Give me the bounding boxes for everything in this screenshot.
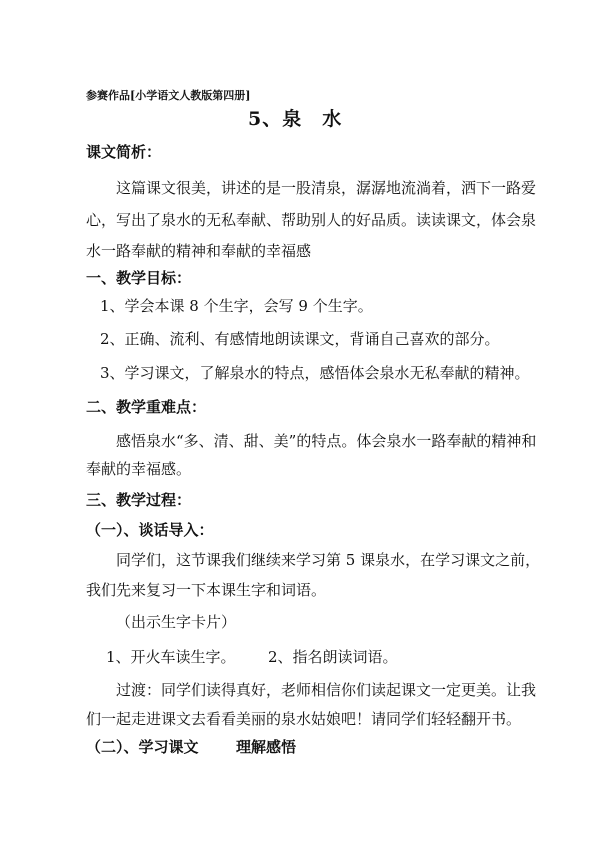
- part2-heading: （二）、学习课文: [86, 738, 199, 756]
- part1-line: 同学们，这节课我们继续来学习第 5 课泉水，在学习课文之前，: [116, 551, 541, 569]
- goal-item: 1、学会本课 8 个生字，会写 9 个生字。: [100, 297, 373, 315]
- keypoints-line: 感悟泉水“多、清、甜、美”的特点。体会泉水一路奉献的精神和: [116, 432, 537, 450]
- keypoints-heading: 二、教学重难点：: [86, 398, 207, 416]
- flashcards-note: （出示生字卡片）: [116, 613, 237, 631]
- goal-item: 3、学习课文，了解泉水的特点，感悟体会泉水无私奉献的精神。: [100, 364, 530, 382]
- part1-line: 我们先来复习一下本课生字和词语。: [86, 581, 327, 599]
- page-title: 5、泉 水: [248, 108, 343, 130]
- analysis-line: 心，写出了泉水的无私奉献、帮助别人的好品质。读读课文，体会泉: [86, 211, 537, 229]
- part2-subtitle: 理解感悟: [236, 738, 297, 756]
- process-heading: 三、教学过程：: [86, 491, 192, 509]
- analysis-line: 这篇课文很美，讲述的是一股清泉，潺潺地流淌着，洒下一路爱: [116, 179, 537, 197]
- goal-item: 2、正确、流利、有感情地朗读课文，背诵自己喜欢的部分。: [100, 330, 500, 348]
- contest-header: 参赛作品[小学语文人教版第四册]: [86, 89, 251, 102]
- goals-heading: 一、教学目标：: [86, 269, 192, 287]
- step-item: 1、开火车读生字。: [106, 648, 236, 666]
- keypoints-line: 奉献的幸福感。: [86, 460, 192, 478]
- transition-line: 们一起走进课文去看看美丽的泉水姑娘吧！请同学们轻轻翻开书。: [86, 710, 522, 728]
- analysis-line: 水一路奉献的精神和奉献的幸福感: [86, 242, 312, 260]
- part1-heading: （一）、谈话导入：: [86, 521, 214, 539]
- analysis-heading: 课文简析：: [86, 143, 162, 161]
- step-item: 2、指名朗读词语。: [268, 648, 398, 666]
- transition-line: 过渡：同学们读得真好，老师相信你们读起课文一定更美。让我: [116, 681, 537, 699]
